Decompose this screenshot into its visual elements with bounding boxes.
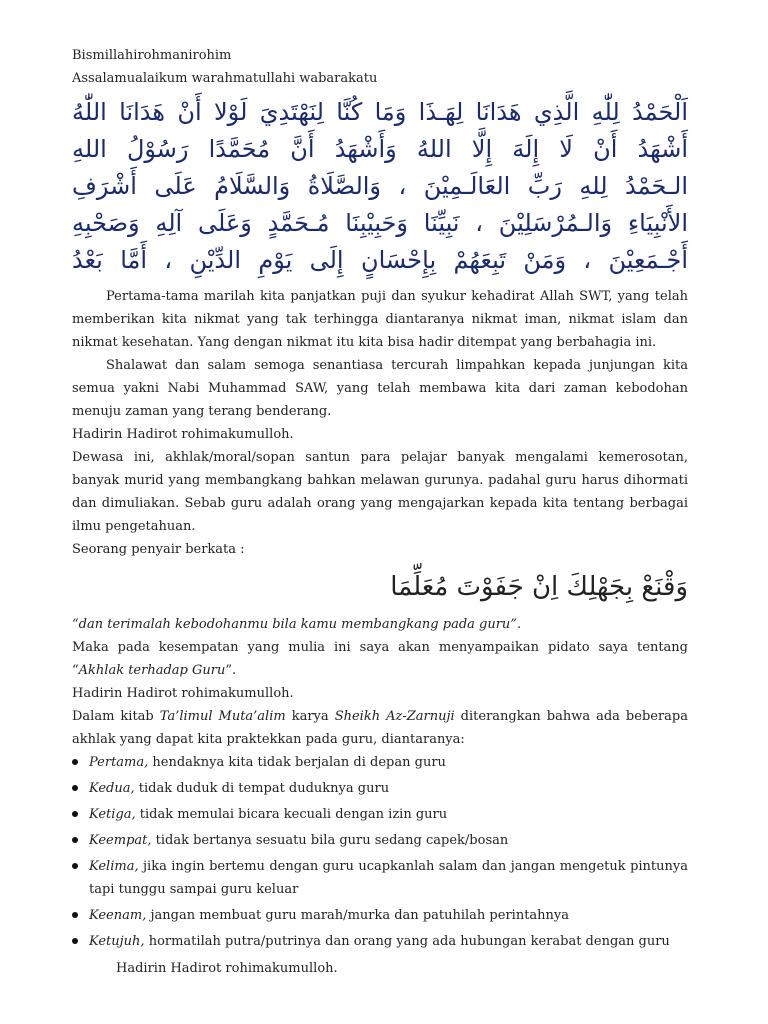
kitab-paragraph bbox=[72, 705, 688, 751]
list-item bbox=[72, 855, 688, 901]
list-item-text: hormatilah putra/putrinya dan orang yang ada hubungan kerabat dengan guru bbox=[144, 934, 670, 949]
opening-paragraph: Pertama-tama marilah kita panjatkan puji dan syukur kehadirat Allah SWT, yang telah memberikan kita nikmat yang tak terhingga diantaranya nikmat iman, nikmat islam dan nikmat kesehatan. Yang dengan nikmat itu kita bisa hadir ditempat yang berbahagia ini. bbox=[72, 289, 688, 350]
list-item bbox=[72, 829, 688, 852]
topic-paragraph bbox=[72, 636, 688, 682]
list-item-text: jangan membuat guru marah/murka dan patuhilah perintahnya bbox=[146, 908, 570, 923]
poem-arabic: وَقْنَعْ بِجَهْلِكَ اِنْ جَفَوْتَ مُعَلِّمَا bbox=[390, 572, 688, 602]
kitab-author: Sheikh Az-Zarnuji bbox=[334, 709, 455, 724]
basmalah-line: Bismillahirohmanirohim bbox=[72, 48, 232, 63]
list-item-ordinal: Keempat, bbox=[89, 833, 152, 848]
bullet-icon bbox=[72, 785, 78, 791]
list-item bbox=[72, 751, 688, 774]
bullet-icon bbox=[72, 811, 78, 817]
poem-translation-text: “dan terimalah kebodohanmu bila kamu membangkang pada guru” bbox=[72, 617, 517, 632]
list-item-text: tidak duduk di tempat duduknya guru bbox=[134, 781, 390, 796]
hadirin-greeting: Hadirin Hadirot rohimakumulloh. bbox=[72, 427, 294, 442]
list-item-ordinal: Keenam, bbox=[89, 908, 147, 923]
document-page bbox=[72, 44, 688, 956]
topic-intro-before: Maka pada kesempatan yang mulia ini saya akan menyampaikan pidato saya tentang “ bbox=[72, 640, 688, 678]
kitab-title: Ta’limul Muta’alim bbox=[159, 709, 286, 724]
list-item bbox=[72, 904, 688, 927]
topic-title: Akhlak terhadap Guru bbox=[78, 663, 226, 678]
arabic-line: الـحَمْدُ لِلهِ رَبِّ العَالَـمِيْنَ ، وَالصَّلَاةُ وَالسَّلَامُ عَلَى أَشْرَفِ bbox=[72, 172, 688, 200]
arabic-line: أَشْهَدُ أَنْ لَا إِلَهَ إِلَّا اللهُ وَأَشْهَدُ أَنَّ مُحَمَّدًا رَسُوْلُ اللهِ bbox=[72, 135, 688, 163]
arabic-line: اَلْحَمْدُ لِلّٰهِ الَّذِي هَدَانَا لِهَـذَا وَمَا كُنَّا لِنَهْتَدِيَ لَوْلا أَنْ هَدَانَا اللّٰهُ bbox=[72, 98, 688, 126]
list-item-ordinal: Ketiga, bbox=[89, 807, 136, 822]
list-item bbox=[72, 803, 688, 826]
shalawat-paragraph: Shalawat dan salam semoga senantiasa tercurah limpahkan kepada junjungan kita semua yakni Nabi Muhammad SAW, yang telah membawa kita dari zaman kebodohan menuju zaman yang terang benderang. bbox=[72, 358, 688, 419]
kitab-mid: karya bbox=[285, 709, 335, 724]
list-item-ordinal: Kedua, bbox=[89, 781, 135, 796]
list-item-text: jika ingin bertemu dengan guru ucapkanlah salam dan jangan mengetuk pintunya tapi tunggu sampai guru keluar bbox=[89, 859, 688, 897]
penyair-intro: Seorang penyair berkata : bbox=[72, 542, 245, 557]
poem-translation bbox=[72, 613, 688, 636]
salam-line: Assalamualaikum warahmatullahi wabarakatu bbox=[72, 71, 378, 86]
list-item-ordinal: Pertama, bbox=[89, 755, 149, 770]
list-item-text: tidak memulai bicara kecuali dengan izin guru bbox=[135, 807, 448, 822]
list-item-text: tidak bertanya sesuatu bila guru sedang capek/bosan bbox=[151, 833, 509, 848]
list-item bbox=[72, 777, 688, 800]
bullet-icon bbox=[72, 912, 78, 918]
list-item-ordinal: Kelima, bbox=[89, 859, 139, 874]
arabic-opening bbox=[72, 94, 688, 279]
poem-translation-end: . bbox=[516, 617, 522, 632]
bullet-icon bbox=[72, 759, 78, 765]
kitab-post: diterangkan bahwa ada beberapa akhlak yang dapat kita praktekkan pada guru, diantaranya: bbox=[72, 709, 688, 747]
list-item bbox=[72, 930, 688, 953]
bullet-icon bbox=[72, 863, 78, 869]
bullet-icon bbox=[72, 938, 78, 944]
hadirin-greeting: Hadirin Hadirot rohimakumulloh. bbox=[72, 686, 294, 701]
arabic-line: أَجْـمَعِيْنَ ، وَمَنْ تَبِعَهُمْ بِإِحْسَانٍ إِلَى يَوْمِ الدِّيْنِ ، أَمَّا بَعْدُ bbox=[72, 246, 688, 274]
list-item-ordinal: Ketujuh, bbox=[89, 934, 145, 949]
kitab-pre: Dalam kitab bbox=[72, 709, 160, 724]
arabic-line: الأَنْبِيَاءِ وَالـمُرْسَلِيْنَ ، نَبِيِّنَا وَحَبِيْبِنَا مُـحَمَّدٍ وَعَلَى آلِهِ وَصَحْبِهِ bbox=[72, 209, 688, 237]
list-item-text: hendaknya kita tidak berjalan di depan guru bbox=[148, 755, 446, 770]
bullet-icon bbox=[72, 837, 78, 843]
context-paragraph: Dewasa ini, akhlak/moral/sopan santun para pelajar banyak mengalami kemerosotan, banyak murid yang membangkang bahkan melawan gurunya. padahal guru harus dihormati dan dimuliakan. Sebab guru adalah orang yang mengajarkan kepada kita tentang berbagai ilmu pengetahuan. bbox=[72, 450, 688, 534]
akhlak-list bbox=[72, 751, 688, 953]
topic-intro-after: ”. bbox=[225, 663, 237, 678]
closing-greeting: Hadirin Hadirot rohimakumulloh. bbox=[116, 961, 338, 976]
